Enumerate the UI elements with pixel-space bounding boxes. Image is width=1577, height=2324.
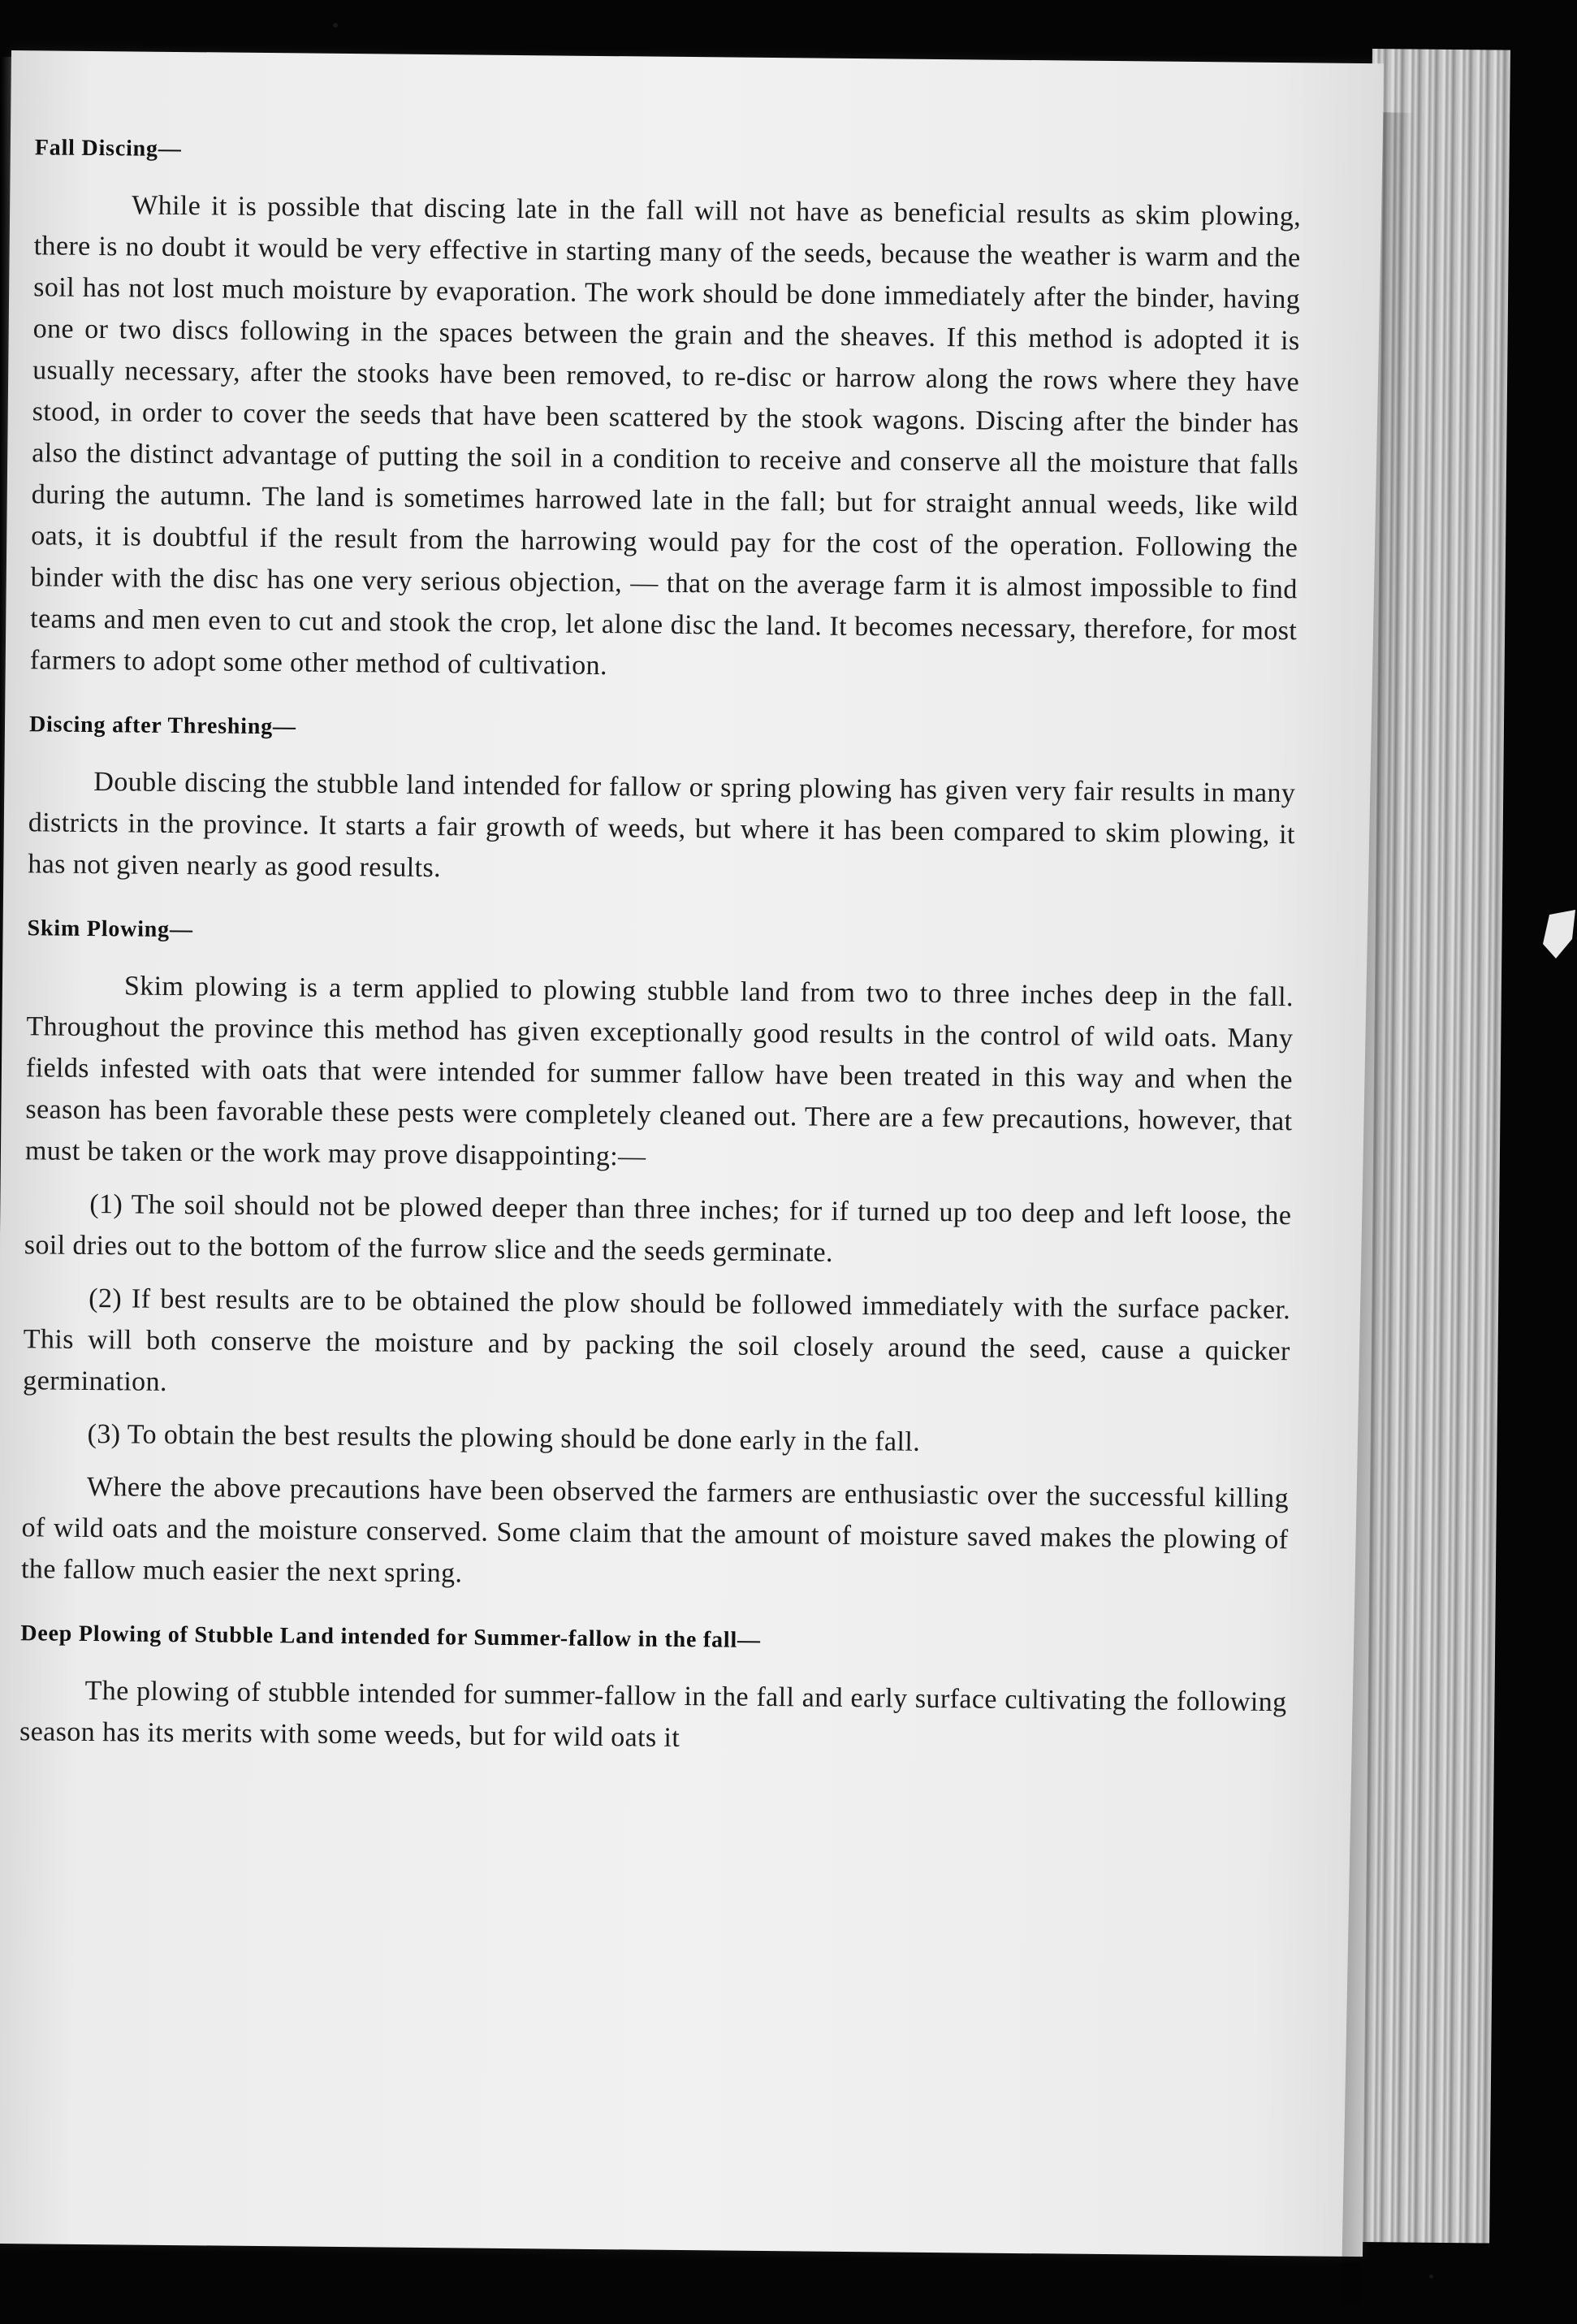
section-heading-discing-after-threshing: Discing after Threshing—	[28, 712, 296, 740]
section-heading-skim-plowing: Skim Plowing—	[27, 915, 193, 943]
page-text-column	[19, 132, 1302, 1776]
paragraph-skim-plowing-closing: Where the above precautions have been observed the farmers are enthusiastic over the successful killing of wild oats and the moisture conserved. Some claim that the amount of moisture saved makes the plowing of the fallow much easier the next spring.	[20, 1471, 1290, 1589]
paragraph-fall-discing: While it is possible that discing late in the fall will not have as beneficial results as skim plowing, there is no doubt it would be very effective in starting many of the seeds, because the weather is warm and the soil has not lost much moisture by evaporation. The work should be done immediately after the binder, having one or two discs following in the spaces between the grain and the sheaves. If this method is adopted it is usually necessary, after the stooks have been removed, to re-disc or harrow along the rows where they have stood, in order to cover the seeds that have been scattered by the stook wagons. Discing after the binder has also the distinct advantage of putting the soil in a condition to receive and conserve all the moisture that falls during the autumn. The land is sometimes harrowed late in the fall; but for straight annual weeds, like wild oats, it is doubtful if the result from the harrowing would pay for the cost of the operation. Following the binder with the disc has one very serious objection, — that on the average farm it is almost impossible to find teams and men even to cut and stook the crop, let alone disc the land. It becomes necessary, therefore, for most farmers to adopt some other method of cultivation.	[29, 190, 1302, 682]
dust-speck	[1429, 2274, 1433, 2279]
paragraph-discing-after-threshing: Double discing the stubble land intended for fallow or spring plowing has given very fair results in many districts in the province. It starts a fair growth of weeds, but where it has been compared to skim plowing, it has not given nearly as good results.	[28, 767, 1296, 884]
list-item-precaution-3: (3) To obtain the best results the plowing should be done early in the fall.	[87, 1418, 921, 1457]
book-page	[0, 50, 1384, 2257]
dust-speck	[333, 23, 338, 28]
section-heading-fall-discing: Fall Discing—	[34, 135, 182, 162]
list-item-precaution-1: (1) The soil should not be plowed deeper than three inches; for if turned up too deep and left loose, the soil dries out to the bottom of the furrow slice and the seeds germinate.	[24, 1188, 1292, 1268]
paragraph-skim-plowing: Skim plowing is a term applied to plowing stubble land from two to three inches deep in the fall. Throughout the province this method has given exceptionally good results in the control of wild oats. Many fields infested with oats that were intended for summer fallow have been treated in this way and when the season has been favorable these pests were completely cleaned out. There are a few precautions, however, that must be taken or the work may prove disappointing:—	[24, 971, 1294, 1172]
paragraph-deep-plowing: The plowing of stubble intended for summer-fallow in the fall and early surface cultivating the following season has its merits with some weeds, but for wild oats it	[19, 1675, 1287, 1753]
list-item-precaution-2: (2) If best results are to be obtained the plow should be followed immediately with the surface packer. This will both conserve the moisture and by packing the soil closely around the seed, cause a quicker germination.	[23, 1283, 1291, 1397]
section-heading-deep-plowing: Deep Plowing of Stubble Land intended for Summer-fallow in the fall—	[20, 1621, 761, 1653]
